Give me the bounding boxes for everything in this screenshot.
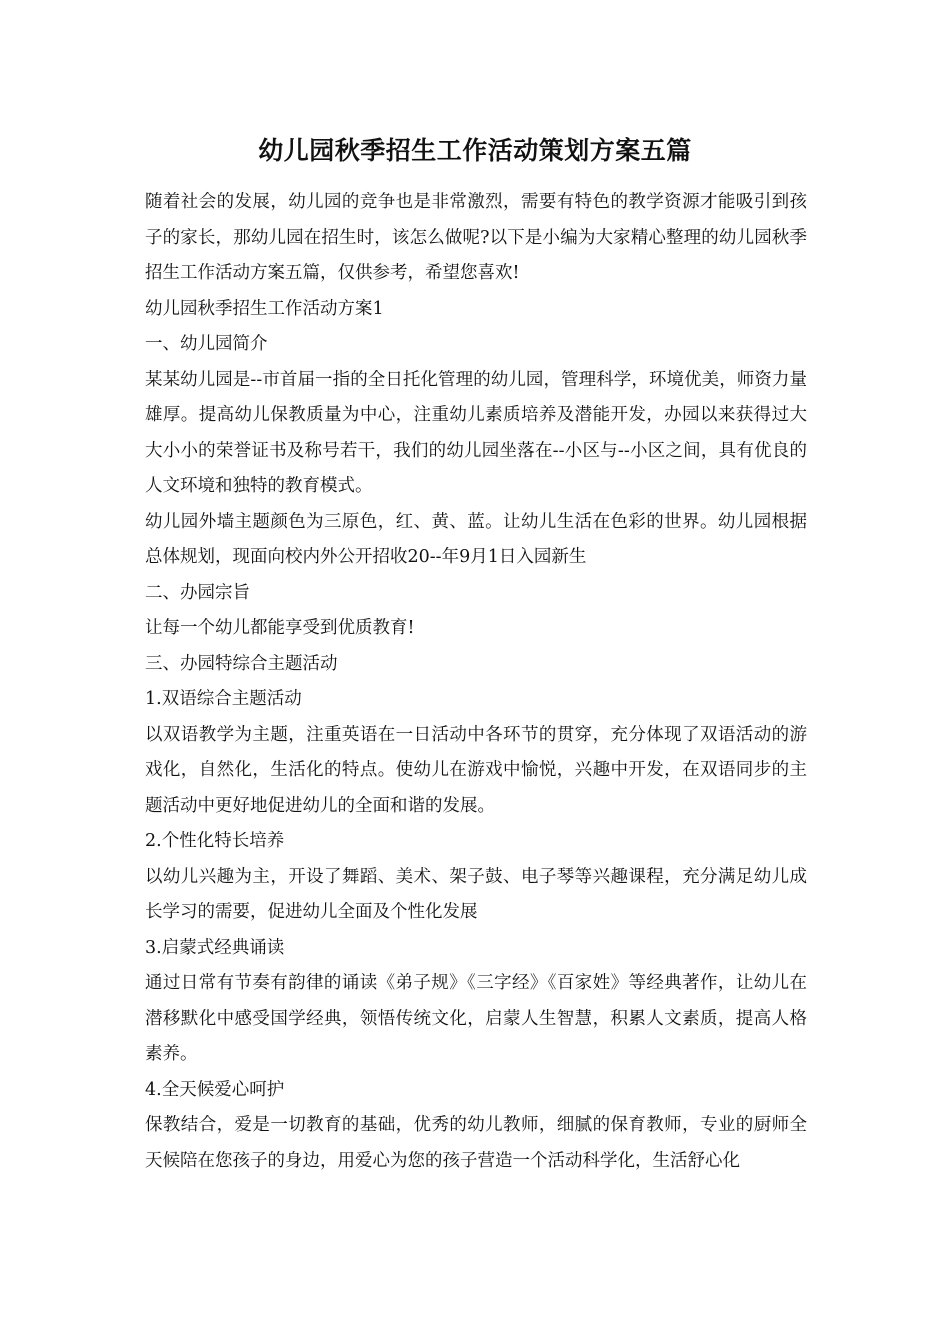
body-paragraph: 以双语教学为主题，注重英语在一日活动中各环节的贯穿，充分体现了双语活动的游戏化，自然化，生活化的特点。使幼儿在游戏中愉悦，兴趣中开发，在双语同步的主题活动中更好地促进幼儿的全面和谐的发展。 (145, 724, 807, 816)
body-paragraph: 幼儿园外墙主题颜色为三原色，红、黄、蓝。让幼儿生活在色彩的世界。幼儿园根据总体规划，现面向校内外公开招收20--年9月1日入园新生 (145, 511, 807, 567)
document-body (145, 185, 807, 1179)
subsection-heading: 2.个性化特长培养 (145, 831, 285, 851)
section-heading: 三、办园特综合主题活动 (145, 653, 338, 674)
subsection-heading: 1.双语综合主题活动 (145, 689, 302, 709)
subsection-heading: 4.全天候爱心呵护 (145, 1079, 285, 1100)
document-title: 幼儿园秋季招生工作活动策划方案五篇 (258, 136, 692, 165)
section-heading: 二、办园宗旨 (145, 582, 250, 603)
section-heading: 幼儿园秋季招生工作活动方案1 (145, 298, 384, 319)
body-paragraph: 以幼儿兴趣为主，开设了舞蹈、美术、架子鼓、电子琴等兴趣课程，充分满足幼儿成长学习的需要，促进幼儿全面及个性化发展 (145, 866, 807, 922)
body-paragraph: 让每一个幼儿都能享受到优质教育! (145, 618, 415, 638)
body-paragraph: 保教结合，爱是一切教育的基础，优秀的幼儿教师，细腻的保育教师，专业的厨师全天候陪在您孩子的身边，用爱心为您的孩子营造一个活动科学化，生活舒心化 (145, 1115, 807, 1171)
body-paragraph: 某某幼儿园是--市首届一指的全日托化管理的幼儿园，管理科学，环境优美，师资力量雄厚。提高幼儿保教质量为中心，注重幼儿素质培养及潜能开发，办园以来获得过大大小小的荣誉证书及称号若干，我们的幼儿园坐落在--小区与--小区之间，具有优良的人文环境和独特的教育模式。 (145, 369, 807, 496)
body-paragraph: 通过日常有节奏有韵律的诵读《弟子规》《三字经》《百家姓》等经典著作，让幼儿在潜移默化中感受国学经典，领悟传统文化，启蒙人生智慧，积累人文素质，提高人格素养。 (145, 973, 807, 1064)
subsection-heading: 3.启蒙式经典诵读 (145, 937, 285, 958)
section-heading: 一、幼儿园简介 (145, 334, 268, 354)
intro-paragraph: 随着社会的发展，幼儿园的竞争也是非常激烈，需要有特色的教学资源才能吸引到孩子的家长，那幼儿园在招生时，该怎么做呢?以下是小编为大家精心整理的幼儿园秋季招生工作活动方案五篇，仅供参考，希望您喜欢! (145, 192, 807, 283)
